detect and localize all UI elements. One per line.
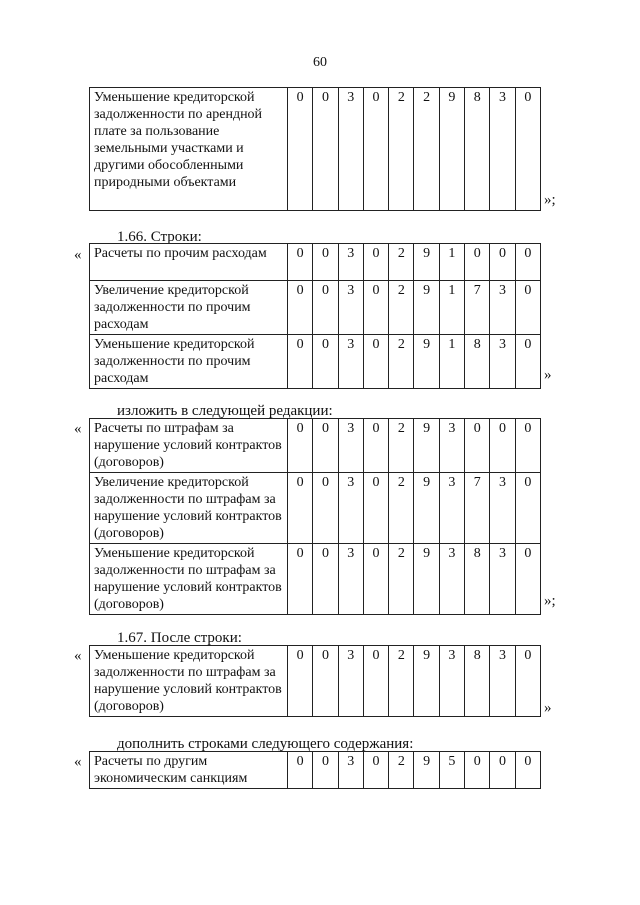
section-intro: 1.67. После строки: [117,630,242,646]
code-digit: 8 [465,646,490,717]
code-digit: 0 [515,752,540,789]
code-digit: 0 [313,281,338,335]
code-digit: 0 [313,335,338,389]
code-digit: 0 [313,244,338,281]
code-digit: 9 [414,646,439,717]
section-intro: изложить в следующей редакции: [117,403,333,419]
code-digit: 3 [338,335,363,389]
code-digit: 0 [313,646,338,717]
code-digit: 9 [414,752,439,789]
table-row [90,544,541,615]
code-digit: 0 [363,281,388,335]
code-digit: 0 [515,281,540,335]
code-digit: 3 [338,88,363,211]
code-digit: 0 [313,752,338,789]
code-digit: 0 [363,473,388,544]
code-digit: 2 [389,419,414,473]
code-digit: 0 [288,752,313,789]
code-digit: 0 [465,244,490,281]
code-digit: 0 [515,244,540,281]
code-digit: 2 [389,646,414,717]
code-digit: 2 [389,473,414,544]
code-digit: 0 [288,88,313,211]
opening-quote: « [74,421,82,437]
code-digit: 5 [439,752,464,789]
code-digit: 0 [313,544,338,615]
row-label: Уменьшение кредиторской задолженности по штрафам за нарушение условий контрактов (договоров) [90,544,288,615]
row-label: Расчеты по другим экономическим санкциям [90,752,288,789]
closing-quote: »; [544,593,556,609]
code-table-4 [89,751,541,789]
closing-quote: » [544,700,552,716]
code-digit: 0 [465,752,490,789]
code-digit: 3 [439,646,464,717]
section-intro: дополнить строками следующего содержания: [117,736,414,752]
code-digit: 0 [288,335,313,389]
code-digit: 0 [288,646,313,717]
opening-quote: « [74,247,82,263]
code-digit: 8 [465,88,490,211]
code-digit: 3 [490,544,515,615]
code-digit: 0 [363,88,388,211]
code-digit: 2 [389,335,414,389]
code-digit: 0 [465,419,490,473]
code-digit: 9 [439,88,464,211]
code-digit: 0 [313,419,338,473]
row-label: Расчеты по штрафам за нарушение условий контрактов (договоров) [90,419,288,473]
table-row [90,752,541,789]
code-digit: 0 [515,88,540,211]
code-digit: 0 [515,473,540,544]
code-digit: 2 [414,88,439,211]
table-row [90,419,541,473]
code-table-3 [89,645,541,717]
code-digit: 9 [414,281,439,335]
code-digit: 3 [338,244,363,281]
code-digit: 9 [414,335,439,389]
code-digit: 0 [490,419,515,473]
code-table-1 [89,243,541,389]
code-table-0 [89,87,541,211]
code-digit: 0 [515,544,540,615]
code-digit: 0 [288,419,313,473]
code-digit: 3 [490,281,515,335]
code-digit: 2 [389,88,414,211]
row-label: Уменьшение кредиторской задолженности по штрафам за нарушение условий контрактов (договоров) [90,646,288,717]
row-label: Уменьшение кредиторской задолженности по арендной плате за пользование земельными участками и другими обособленными природными объектами [90,88,288,211]
row-label: Уменьшение кредиторской задолженности по прочим расходам [90,335,288,389]
code-digit: 3 [490,335,515,389]
code-digit: 0 [363,646,388,717]
code-digit: 3 [338,419,363,473]
code-digit: 1 [439,335,464,389]
code-digit: 0 [363,419,388,473]
row-label: Увеличение кредиторской задолженности по прочим расходам [90,281,288,335]
code-digit: 0 [313,473,338,544]
code-digit: 3 [439,544,464,615]
opening-quote: « [74,648,82,664]
table-row [90,88,541,211]
code-digit: 0 [490,244,515,281]
code-digit: 2 [389,281,414,335]
code-digit: 3 [338,752,363,789]
code-digit: 2 [389,544,414,615]
table-row [90,244,541,281]
closing-quote: »; [544,192,556,208]
table-row [90,335,541,389]
code-digit: 7 [465,473,490,544]
row-label: Расчеты по прочим расходам [90,244,288,281]
code-digit: 0 [288,544,313,615]
code-digit: 9 [414,244,439,281]
code-digit: 0 [363,752,388,789]
section-intro: 1.66. Строки: [117,229,202,245]
code-digit: 3 [490,646,515,717]
code-digit: 3 [338,646,363,717]
code-digit: 0 [288,473,313,544]
code-digit: 8 [465,544,490,615]
table-row [90,646,541,717]
code-digit: 8 [465,335,490,389]
code-digit: 0 [515,646,540,717]
code-digit: 3 [338,473,363,544]
closing-quote: » [544,367,552,383]
page-number: 60 [313,55,327,70]
code-digit: 7 [465,281,490,335]
code-digit: 1 [439,281,464,335]
opening-quote: « [74,754,82,770]
code-digit: 3 [338,544,363,615]
code-digit: 0 [515,419,540,473]
code-digit: 3 [439,473,464,544]
code-digit: 3 [439,419,464,473]
row-label: Увеличение кредиторской задолженности по штрафам за нарушение условий контрактов (договоров) [90,473,288,544]
code-digit: 0 [515,335,540,389]
code-digit: 9 [414,419,439,473]
code-digit: 2 [389,244,414,281]
code-digit: 0 [363,335,388,389]
code-table-2 [89,418,541,615]
code-digit: 0 [363,544,388,615]
code-digit: 9 [414,473,439,544]
code-digit: 3 [490,88,515,211]
code-digit: 3 [338,281,363,335]
code-digit: 0 [313,88,338,211]
code-digit: 1 [439,244,464,281]
code-digit: 0 [288,281,313,335]
code-digit: 3 [490,473,515,544]
table-row [90,281,541,335]
code-digit: 0 [363,244,388,281]
code-digit: 2 [389,752,414,789]
table-row [90,473,541,544]
code-digit: 9 [414,544,439,615]
code-digit: 0 [490,752,515,789]
code-digit: 0 [288,244,313,281]
